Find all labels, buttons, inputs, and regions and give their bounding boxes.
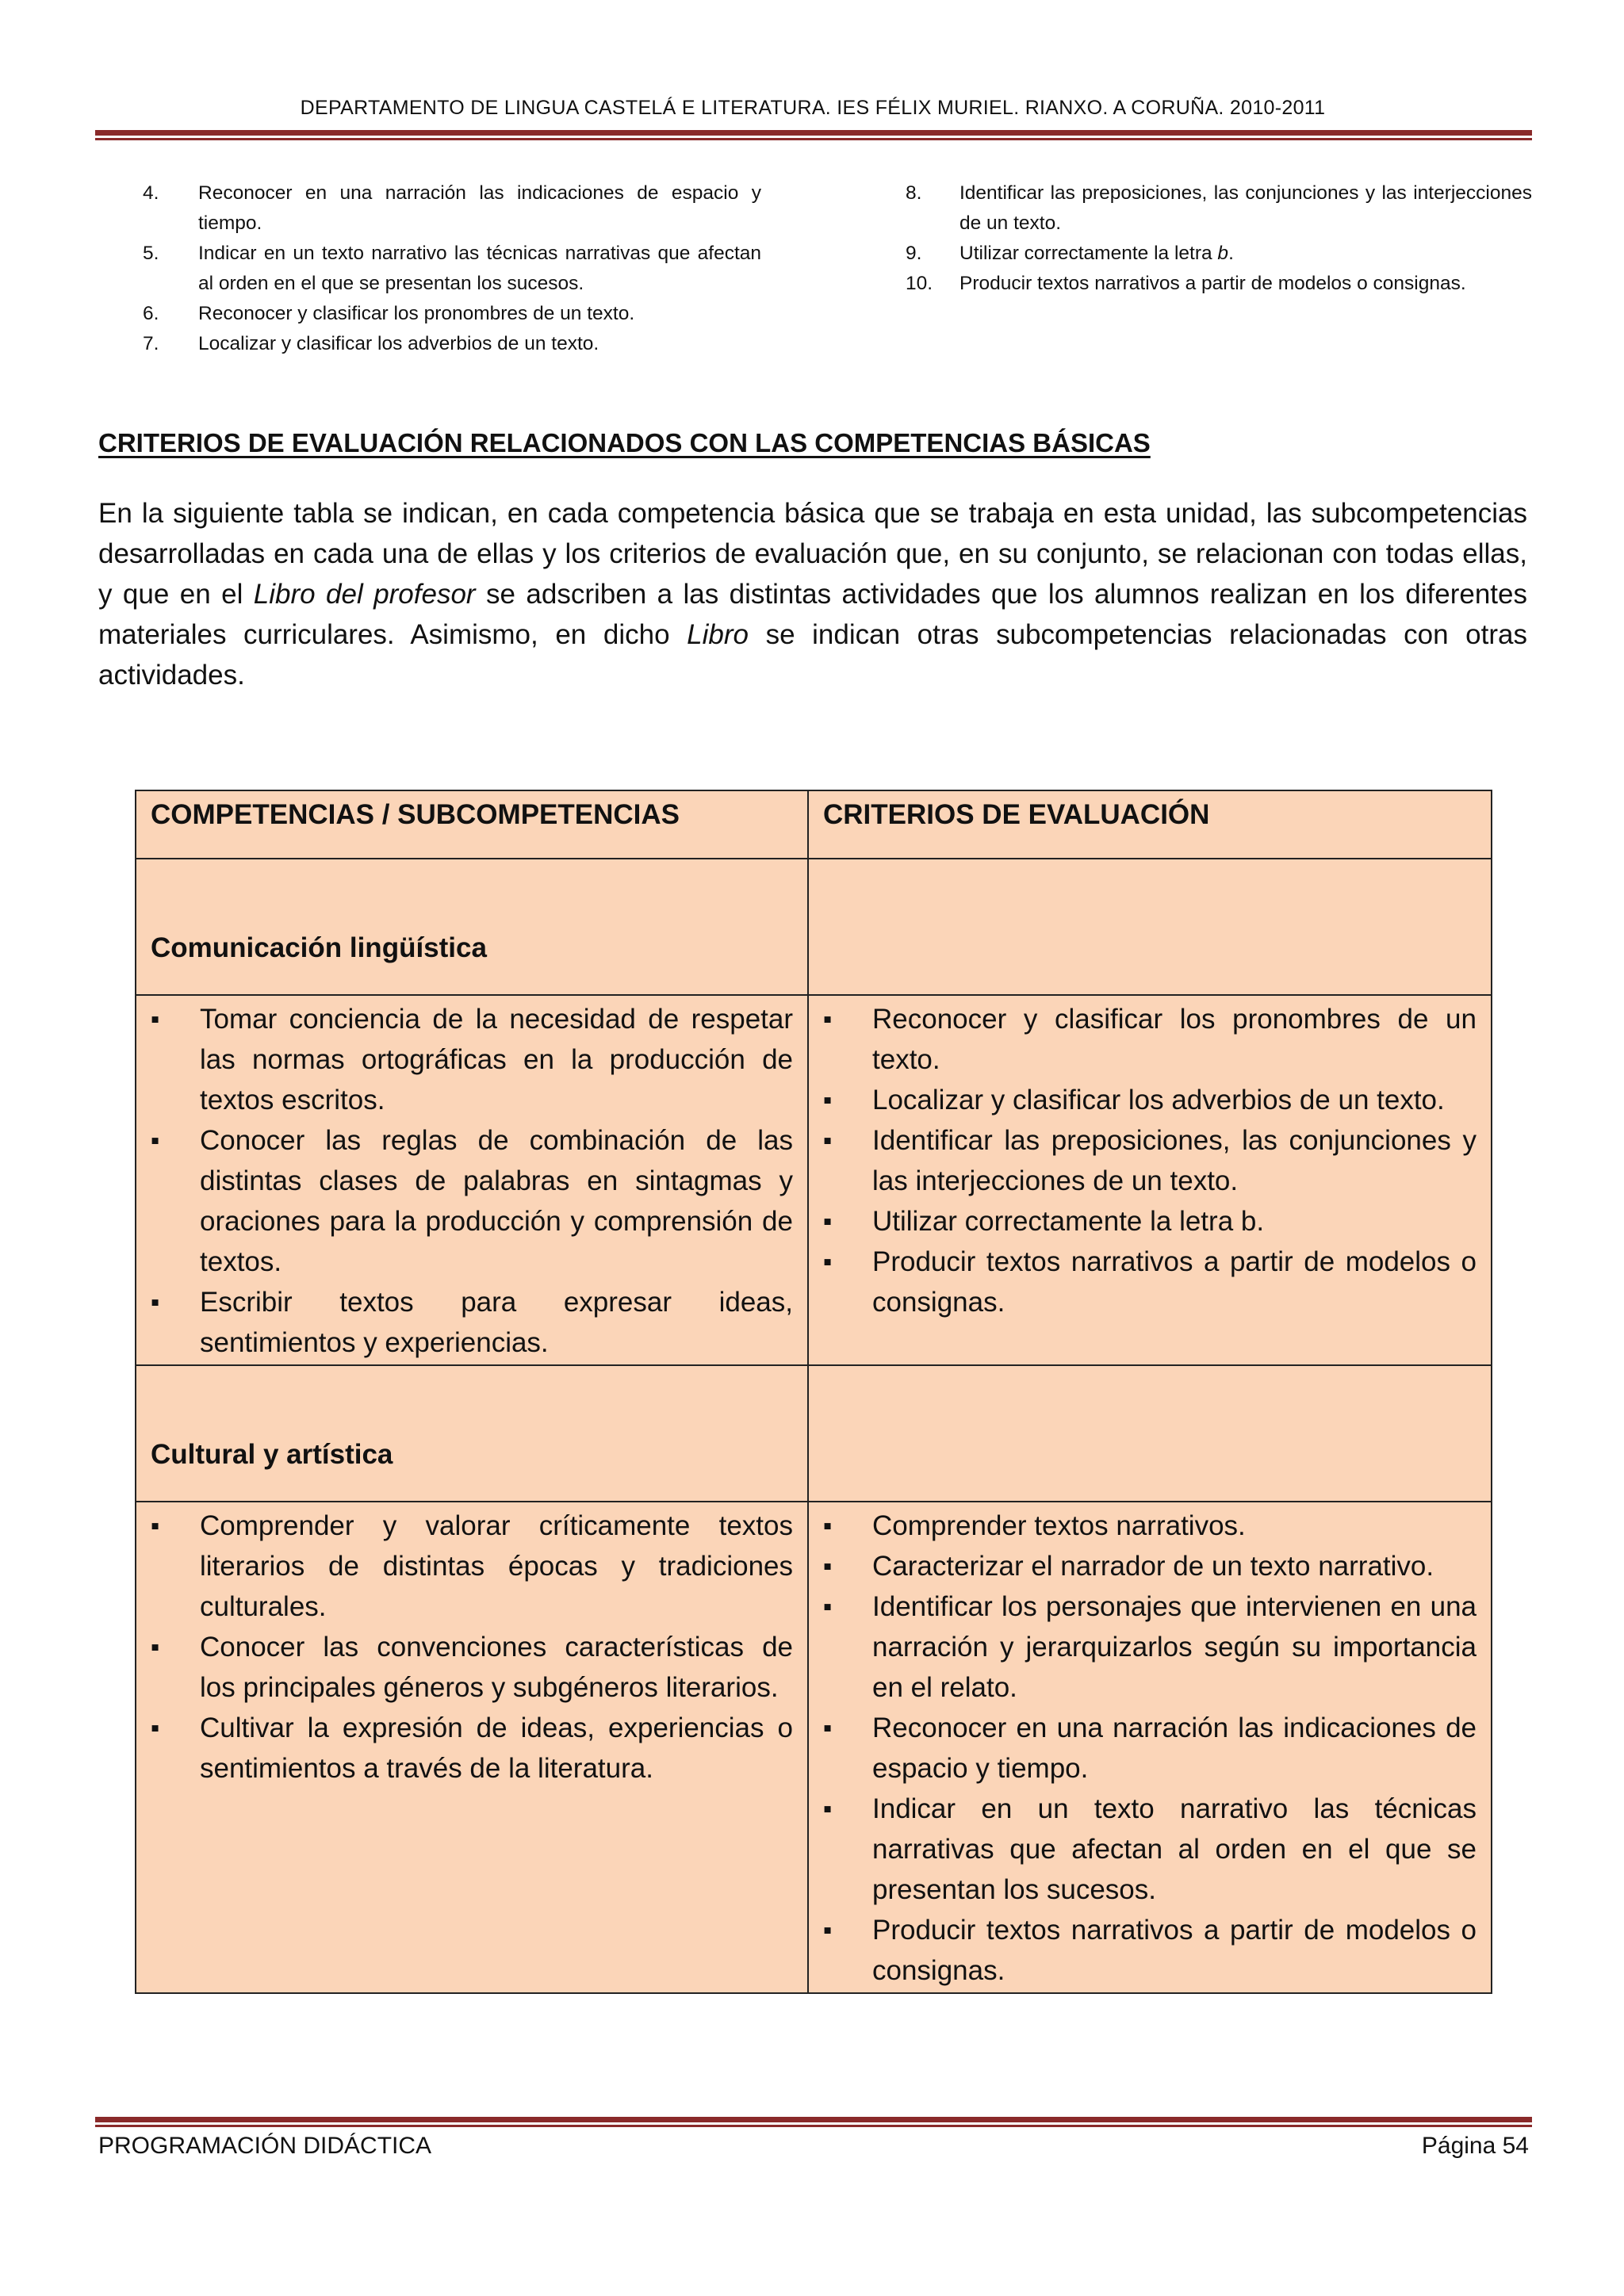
competencias-cell — [136, 995, 808, 1365]
objective-item — [143, 329, 761, 359]
list-item: ▪ Indicar en un texto narrativo las técnicas narrativas que afectan al orden en el que se presentan los sucesos. — [823, 1789, 1477, 1910]
column-header-competencias: COMPETENCIAS / SUBCOMPETENCIAS — [136, 790, 808, 859]
objective-item — [143, 239, 761, 299]
objective-number: 8. — [906, 182, 922, 204]
intro-text-2: se adscriben a las distintas actividades que los alumnos realizan en los diferentes materiales curriculares. Asimismo, en dicho — [98, 579, 1527, 650]
letter-b-emphasis: b — [1217, 243, 1229, 264]
objective-number: 10. — [906, 273, 933, 294]
category-cell — [136, 859, 808, 995]
criterios-cell — [808, 995, 1492, 1365]
list-item: ▪ Producir textos narrativos a partir de modelos o consignas. — [823, 1910, 1477, 1991]
objective-text-main: Utilizar correctamente la letra — [959, 243, 1218, 264]
category-row — [136, 859, 1492, 995]
category-empty-cell — [808, 1365, 1492, 1502]
footer-rule — [95, 2117, 1532, 2127]
objective-item — [906, 269, 1532, 299]
objective-number: 4. — [143, 182, 159, 204]
category-cell — [136, 1365, 808, 1502]
table-header-row — [136, 790, 1492, 859]
header-rule — [95, 130, 1532, 140]
objective-text: Reconocer en una narración las indicaciones de espacio y tiempo. — [198, 182, 761, 234]
objectives-right-column — [906, 178, 1532, 299]
objective-text-end: . — [1228, 243, 1234, 264]
objective-item — [143, 178, 761, 239]
objective-text: Indicar en un texto narrativo las técnicas narrativas que afectan al orden en el que se presentan los sucesos. — [198, 243, 761, 294]
list-item: ▪ Producir textos narrativos a partir de modelos o consignas. — [823, 1242, 1477, 1322]
list-item: ▪ Reconocer en una narración las indicaciones de espacio y tiempo. — [823, 1708, 1477, 1789]
page-header-title: DEPARTAMENTO DE LINGUA CASTELÁ E LITERATURA. IES FÉLIX MURIEL. RIANXO. A CORUÑA. 2010-2011 — [300, 97, 1326, 119]
intro-text-1: En la siguiente tabla se indican, en cada competencia básica que se trabaja en esta unidad, las subcompetencias desarrolladas en cada una de ellas y los criterios de evaluación que, en su conjunto, se relacionan con todas ellas, y que en el — [98, 498, 1527, 610]
objective-text: Identificar las preposiciones, las conjunciones y las interjecciones de un texto. — [959, 182, 1532, 234]
objective-number: 6. — [143, 303, 159, 324]
objective-number: 7. — [143, 333, 159, 354]
section-heading: CRITERIOS DE EVALUACIÓN RELACIONADOS CON LAS COMPETENCIAS BÁSICAS — [98, 428, 1151, 457]
list-item: ▪ Conocer las convenciones características de los principales géneros y subgéneros literarios. — [151, 1627, 793, 1708]
footer-page-number: Página 54 — [1421, 2133, 1529, 2159]
list-item: ▪ Comprender textos narrativos. — [823, 1506, 1477, 1546]
list-item: ▪ Cultivar la expresión de ideas, experiencias o sentimientos a través de la literatura. — [151, 1708, 793, 1789]
list-item: ▪ Utilizar correctamente la letra b. — [823, 1201, 1477, 1242]
list-item: ▪ Identificar las preposiciones, las conjunciones y las interjecciones de un texto. — [823, 1120, 1477, 1201]
list-item: ▪ Localizar y clasificar los adverbios de un texto. — [823, 1080, 1477, 1120]
intro-text-3: se indican otras subcompetencias relacionadas con otras actividades. — [98, 619, 1527, 691]
list-item: ▪ Reconocer y clasificar los pronombres de un texto. — [823, 999, 1477, 1080]
list-item: ▪ Conocer las reglas de combinación de las distintas clases de palabras en sintagmas y oraciones para la producción y comprensión de textos. — [151, 1120, 793, 1282]
category-title: Comunicación lingüística — [151, 932, 487, 963]
objective-text: Localizar y clasificar los adverbios de un texto. — [198, 333, 599, 354]
objective-number: 5. — [143, 243, 159, 264]
list-item: ▪ Identificar los personajes que intervienen en una narración y jerarquizarlos según su importancia en el relato. — [823, 1586, 1477, 1708]
intro-emphasis-1: Libro del profesor — [253, 579, 476, 610]
objective-item — [143, 299, 761, 329]
objective-text: Reconocer y clasificar los pronombres de un texto. — [198, 303, 635, 324]
competencias-cell — [136, 1502, 808, 1993]
competencies-table — [135, 790, 1492, 1994]
objective-item — [906, 178, 1532, 239]
category-empty-cell — [808, 859, 1492, 995]
intro-emphasis-2: Libro — [687, 619, 749, 650]
criterios-cell — [808, 1502, 1492, 1993]
list-item: ▪ Comprender y valorar críticamente textos literarios de distintas épocas y tradiciones culturales. — [151, 1506, 793, 1627]
table-row — [136, 1502, 1492, 1993]
objective-text — [959, 239, 1532, 269]
table-row — [136, 995, 1492, 1365]
objective-number: 9. — [906, 243, 922, 264]
list-item: ▪ Tomar conciencia de la necesidad de respetar las normas ortográficas en la producción de textos escritos. — [151, 999, 793, 1120]
intro-paragraph — [98, 493, 1527, 695]
column-header-criterios: CRITERIOS DE EVALUACIÓN — [808, 790, 1492, 859]
list-item: ▪ Caracterizar el narrador de un texto narrativo. — [823, 1546, 1477, 1586]
objectives-left-column — [143, 178, 761, 359]
objective-item — [906, 239, 1532, 269]
category-row — [136, 1365, 1492, 1502]
footer-document-title: PROGRAMACIÓN DIDÁCTICA — [98, 2133, 432, 2159]
objective-text: Producir textos narrativos a partir de modelos o consignas. — [959, 273, 1466, 294]
category-title: Cultural y artística — [151, 1439, 393, 1470]
list-item: ▪ Escribir textos para expresar ideas, sentimientos y experiencias. — [151, 1282, 793, 1363]
